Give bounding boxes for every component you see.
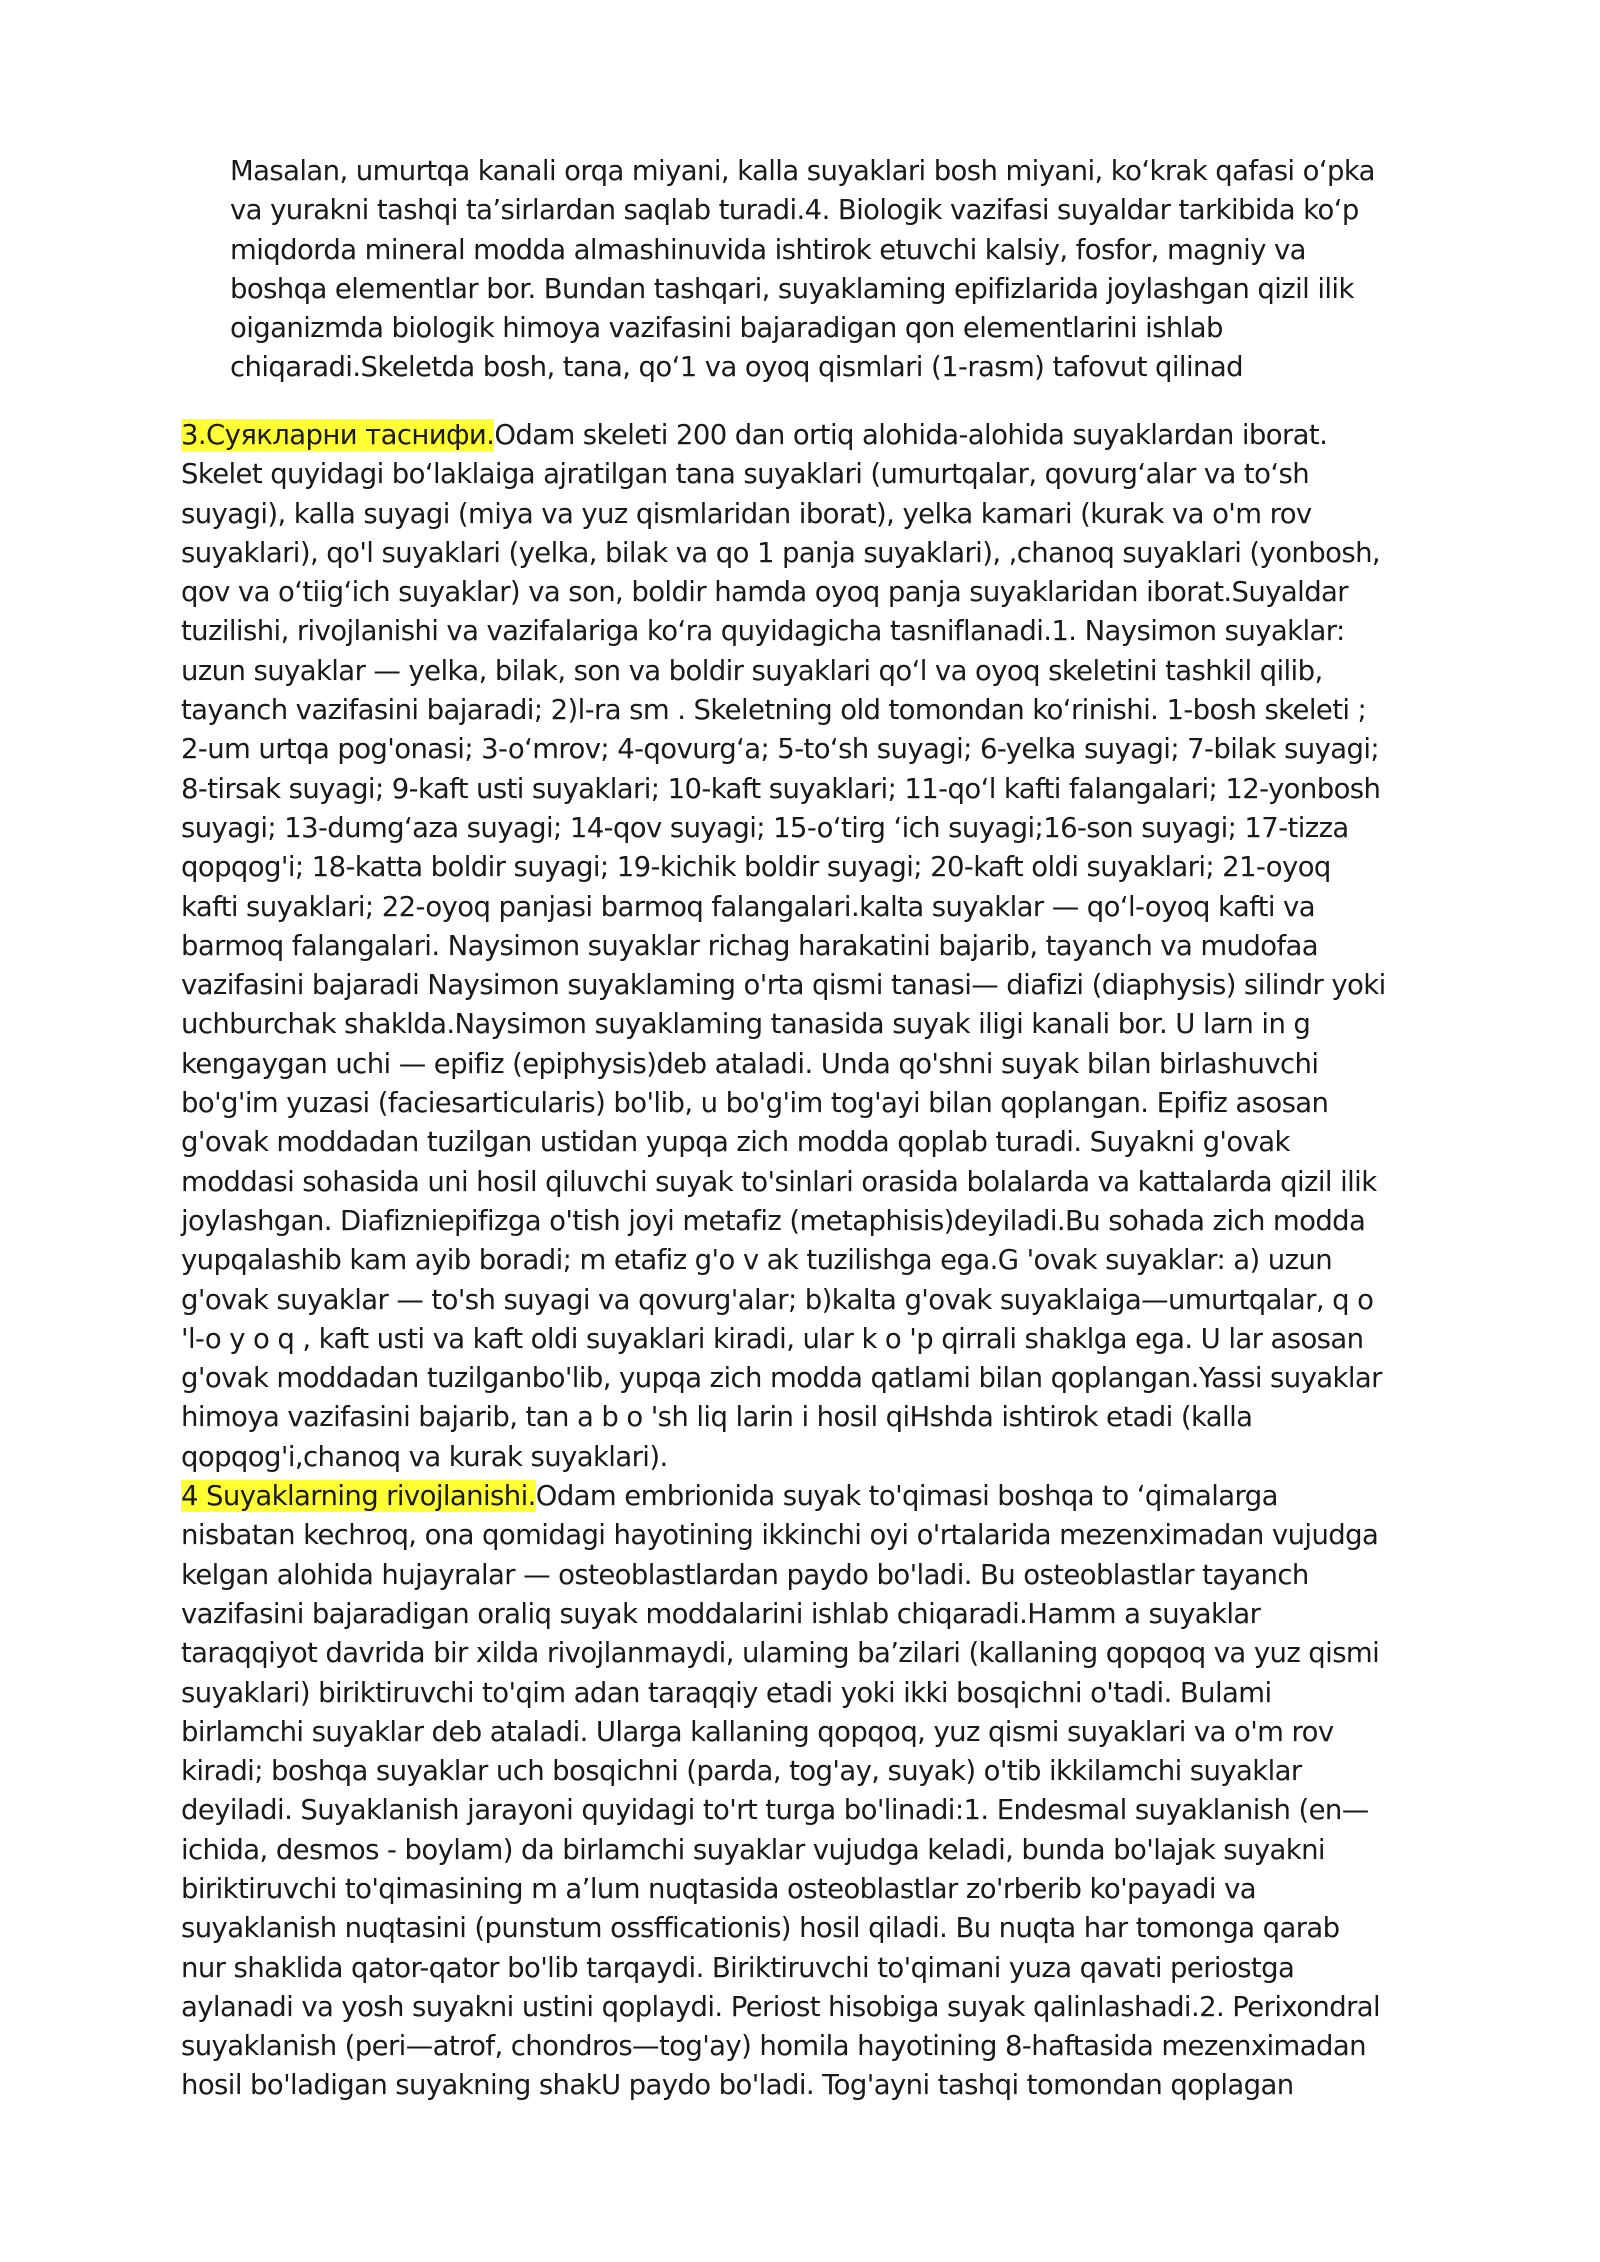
section-3-paragraph [181,416,1386,1477]
section-3-heading: 3.Суякларни таснифи. [181,419,495,451]
intro-paragraph: Masalan, umurtqa kanali orqa miyani, kalla suyaklari bosh miyani, ko‘krak qafasi o‘pka va yurakni tashqi ta’sirlardan saqlab turadi.4. Biologik vazifasi suyaldar tarkibida ko‘p miqdorda mineral modda almashinuvida ishtirok etuvchi kalsiy, fosfor, magniy va boshqa elementlar bor. Bundan tashqari, suyaklaming epifizlarida joylashgan qizil ilik oiganizmda biologik himoya vazifasini bajaradigan qon elementlarini ishlab chiqaradi.Skeletda bosh, tana, qo‘1 va oyoq qismlari (1-rasm) tafovut qilinad [230,155,1375,384]
section-4-heading: 4 Suyaklarning rivojlanishi. [181,1480,536,1513]
section-3-body: Odam skeleti 200 dan ortiq alohida-alohida suyaklardan iborat. Skelet quyidagi bo‘laklaiga ajratilgan tana suyaklari (umurtqalar, qovurg‘alar va to‘sh suyagi), kalla suyagi (miya va yuz qismlaridan iborat), yelka kamari (kurak va o'm rov suyaklari), qo'l suyaklari (yelka, bilak va qo 1 panja suyaklari), ,chanoq suyaklari (yonbosh, qov va o‘tiig‘ich suyaklar) va son, boldir hamda oyoq panja suyaklaridan iborat.Suyaldar tuzilishi, rivojlanishi va vazifalariga ko‘ra quyidagicha tasniflanadi.1. Naysimon suyaklar: uzun suyaklar — yelka, bilak, son va boldir suyaklari qo‘l va oyoq skeletini tashkil qilib, tayanch vazifasini bajaradi; 2)l-ra sm . Skeletning old tomondan ko‘rinishi. 1-bosh skeleti ; 2-um urtqa pog'onasi; 3-o‘mrov; 4-qovurg‘a; 5-to‘sh suyagi; 6-yelka suyagi; 7-bilak suyagi; 8-tirsak suyagi; 9-kaft usti suyaklari; 10-kaft suyaklari; 11-qo‘l kafti falangalari; 12-yonbosh suyagi; 13-dumg‘aza suyagi; 14-qov suyagi; 15-o‘tirg ‘ich suyagi;16-son suyagi; 17-tizza qopqog'i; 18-katta boldir suyagi; 19-kichik boldir suyagi; 20-kaft oldi suyaklari; 21-oyoq kafti suyaklari; 22-oyoq panjasi barmoq falangalari.kalta suyaklar — qo‘l-oyoq kafti va barmoq falangalari. Naysimon suyaklar richag harakatini bajarib, tayanch va mudofaa vazifasini bajaradi Naysimon suyaklaming o'rta qismi tanasi— diafizi (diaphysis) silindr yoki uchburchak shakldа.Naysimon suyaklaming tanasida suyak iligi kanali bor. U larn in g kengaygan uchi — epifiz (epiphysis)deb ataladi. Unda qo'shni suyak bilan birlashuvchi bo'g'im yuzasi (faciesarticularis) bo'lib, u bo'g'im tog'ayi bilan qoplangan. Epifiz asosan g'ovak moddadan tuzilgan ustidan yupqa zich modda qoplab turadi. Suyakni g'ovak moddasi sohasida uni hosil qiluvchi suyak to'sinlari orasida bolalarda va kattalarda qizil ilik joylashgan. Diafizniepifizga o'tish joyi metafiz (metaphisis)deyiladi.Bu sohada zich modda yupqalashib kam ayib boradi; m etafiz g'o v ak tuzilishga ega.G 'ovak suyaklar: a) uzun g'ovak suyaklar — to'sh suyagi va qovurg'alar; b)kalta g'ovak suyaklaiga—umurtqalar, q o 'l-o y o q , kaft usti va kaft oldi suyaklari kiradi, ular k o 'p qirrali shaklga ega. U lar asosan g'ovak moddadan tuzilganbo'lib, yupqa zich modda qatlami bilan qoplangan.Yassi suyaklar himoya vazifasini bajarib, tan a b o 'sh liq larin i hosil qiHshda ishtirok etadi (kalla qopqog'i,chanoq va kurak suyaklari). [181,419,1386,1473]
section-4-paragraph [181,1477,1386,2106]
main-text-block [181,416,1386,2106]
section-4-body: Odam embrionida suyak to'qimasi boshqa to ‘qimalarga nisbatan kechroq, ona qomidagi hayotining ikkinchi oyi o'rtalarida mezenximadan vujudga kelgan alohida hujayralar — osteoblastlardan paydo bo'ladi. Bu osteoblastlar tayanch vazifasini bajaradigan oraliq suyak moddalarini ishlab chiqaradi.Hamm a suyaklar taraqqiyot davrida bir xilda rivojlanmaydi, ulaming ba’zilari (kallaning qopqoq va yuz qismi suyaklari) biriktiruvchi to'qim adan taraqqiy etadi yoki ikki bosqichni o'tadi. Bulami birlamchi suyaklar deb ataladi. Ularga kallaning qopqoq, yuz qismi suyaklari va o'm rov kiradi; boshqa suyaklar uch bosqichni (parda, tog'ay, suyak) o'tib ikkilamchi suyaklar deyiladi. Suyaklanish jarayoni quyidagi to'rt turga bo'linadi:1. Endesmal suyaklanish (en—ichida, desmos - boylam) da birlamchi suyaklar vujudga keladi, bunda bo'lajak suyakni biriktiruvchi to'qimasining m a’lum nuqtasida osteoblastlar zo'rberib ko'payadi va suyaklanish nuqtasini (punstum ossfficationis) hosil qiladi. Bu nuqta har tomonga qarab nur shaklida qator-qator bo'lib tarqaydi. Biriktiruvchi to'qimani yuza qavati periostga aylanadi va yosh suyakni ustini qoplaydi. Periost hisobiga suyak qalinlashadi.2. Perixondral suyaklanish (peri—atrof, chondros—tog'ay) homila hayotining 8-haftasida mezenximadan hosil bo'ladigan suyakning shakU paydo bo'ladi. Tog'ayni tashqi tomondan qoplagan [181,1480,1381,2102]
